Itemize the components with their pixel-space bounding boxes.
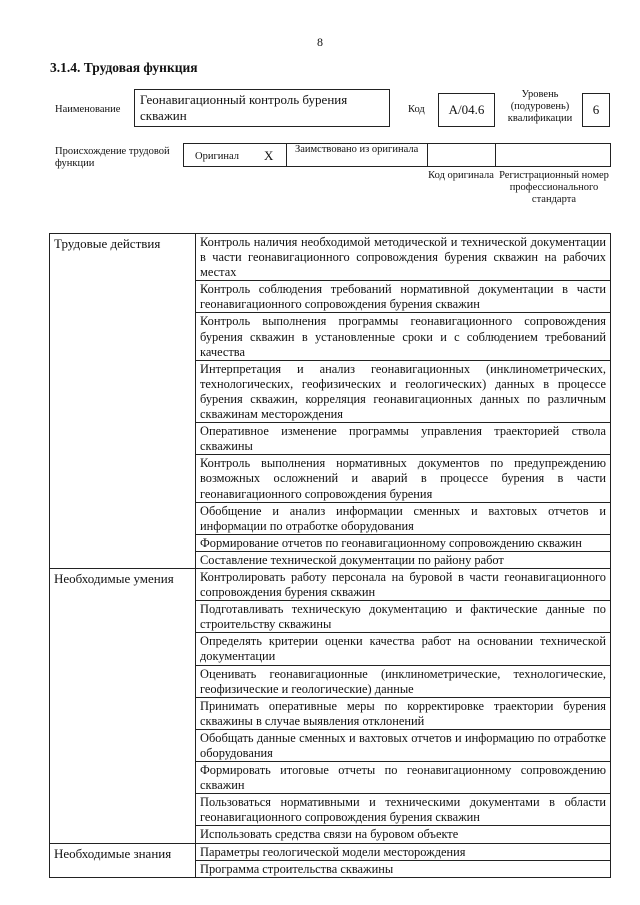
list-item: Контроль наличия необходимой методической и технической документации в части геонавигационного сопровождения бурения скважин на рабочих местах xyxy=(196,234,610,281)
code-value: А/04.6 xyxy=(448,102,485,117)
origin-borrowed-cell xyxy=(287,144,428,166)
original-code-caption: Код оригинала xyxy=(428,170,494,181)
list-item: Интерпретация и анализ геонавигационных (инклинометрических, технологических, геофизических и геологических) данных в процессе бурения скважин, корреляция геонавигационных данных по различным скважинам месторождения xyxy=(196,361,610,423)
function-name-box xyxy=(134,89,390,127)
section-items-cell xyxy=(196,234,611,569)
list-item: Формировать итоговые отчеты по геонавигационному сопровождению скважин xyxy=(196,762,610,794)
original-label: Оригинал xyxy=(195,151,239,162)
function-details-table xyxy=(49,233,611,878)
section-title-cell: Необходимые умения xyxy=(50,568,196,843)
list-item: Принимать оперативные меры по корректировке траектории бурения скважины в случае выявления отклонений xyxy=(196,698,610,730)
page-number: 8 xyxy=(317,35,323,49)
section-title-cell: Необходимые знания xyxy=(50,843,196,877)
section-items-cell xyxy=(196,568,611,843)
section-row xyxy=(50,843,611,877)
list-item: Определять критерии оценки качества работ на основании технической документации xyxy=(196,633,610,665)
section-row xyxy=(50,568,611,843)
list-item: Контроль соблюдения требований нормативной документации в части геонавигационного сопровождения бурения скважин xyxy=(196,281,610,313)
list-item: Оперативное изменение программы управления траекторией ствола скважины xyxy=(196,423,610,455)
list-item: Составление технической документации по району работ xyxy=(200,552,504,567)
list-item: Обобщать данные сменных и вахтовых отчетов и информацию по отработке оборудования xyxy=(196,730,610,762)
qualification-level-label: Уровень (подуровень) квалификации xyxy=(507,89,573,124)
original-mark: X xyxy=(264,148,274,163)
section-row xyxy=(50,234,611,569)
origin-code-cell xyxy=(428,144,496,166)
list-item: Программа строительства скважины xyxy=(200,861,394,876)
registration-number-caption: Регистрационный номер профессионального стандарта xyxy=(499,170,609,205)
list-item: Формирование отчетов по геонавигационному сопровождению скважин xyxy=(196,535,610,552)
list-item: Параметры геологической модели месторождения xyxy=(196,844,610,861)
list-item: Оценивать геонавигационные (инклинометрические, технологические, геофизические и геологические) данные xyxy=(196,666,610,698)
function-name-value: Геонавигационный контроль бурения скважин xyxy=(140,92,348,123)
list-item: Контролировать работу персонала на буровой в части геонавигационного сопровождения бурения скважин xyxy=(196,569,610,601)
origin-row xyxy=(183,143,611,167)
borrowed-label: Заимствовано из оригинала xyxy=(295,144,419,155)
list-item: Обобщение и анализ информации сменных и вахтовых отчетов и информации по отработке оборудования xyxy=(196,503,610,535)
list-item: Подготавливать техническую документацию и фактические данные по строительству скважины xyxy=(196,601,610,633)
name-label: Наименование xyxy=(55,104,121,115)
list-item: Контроль выполнения программы геонавигационного сопровождения бурения скважин в установленные сроки и с соблюдением требований качества xyxy=(196,313,610,360)
section-items-cell xyxy=(196,843,611,877)
origin-original-cell xyxy=(184,144,287,166)
section-title: 3.1.4. Трудовая функция xyxy=(50,60,198,75)
code-box xyxy=(438,93,495,127)
origin-label: Происхождение трудовой функции xyxy=(55,146,170,169)
level-value: 6 xyxy=(592,102,600,117)
level-box xyxy=(582,93,610,127)
section-title-cell: Трудовые действия xyxy=(50,234,196,569)
list-item: Пользоваться нормативными и техническими документами в области геонавигационного сопровождения бурения скважин xyxy=(196,794,610,826)
list-item: Контроль выполнения нормативных документов по предупреждению возможных осложнений и аварий в процессе бурения в части геонавигационного сопровождения бурения xyxy=(196,455,610,502)
list-item: Использовать средства связи на буровом объекте xyxy=(200,827,459,842)
code-label: Код xyxy=(408,104,425,115)
